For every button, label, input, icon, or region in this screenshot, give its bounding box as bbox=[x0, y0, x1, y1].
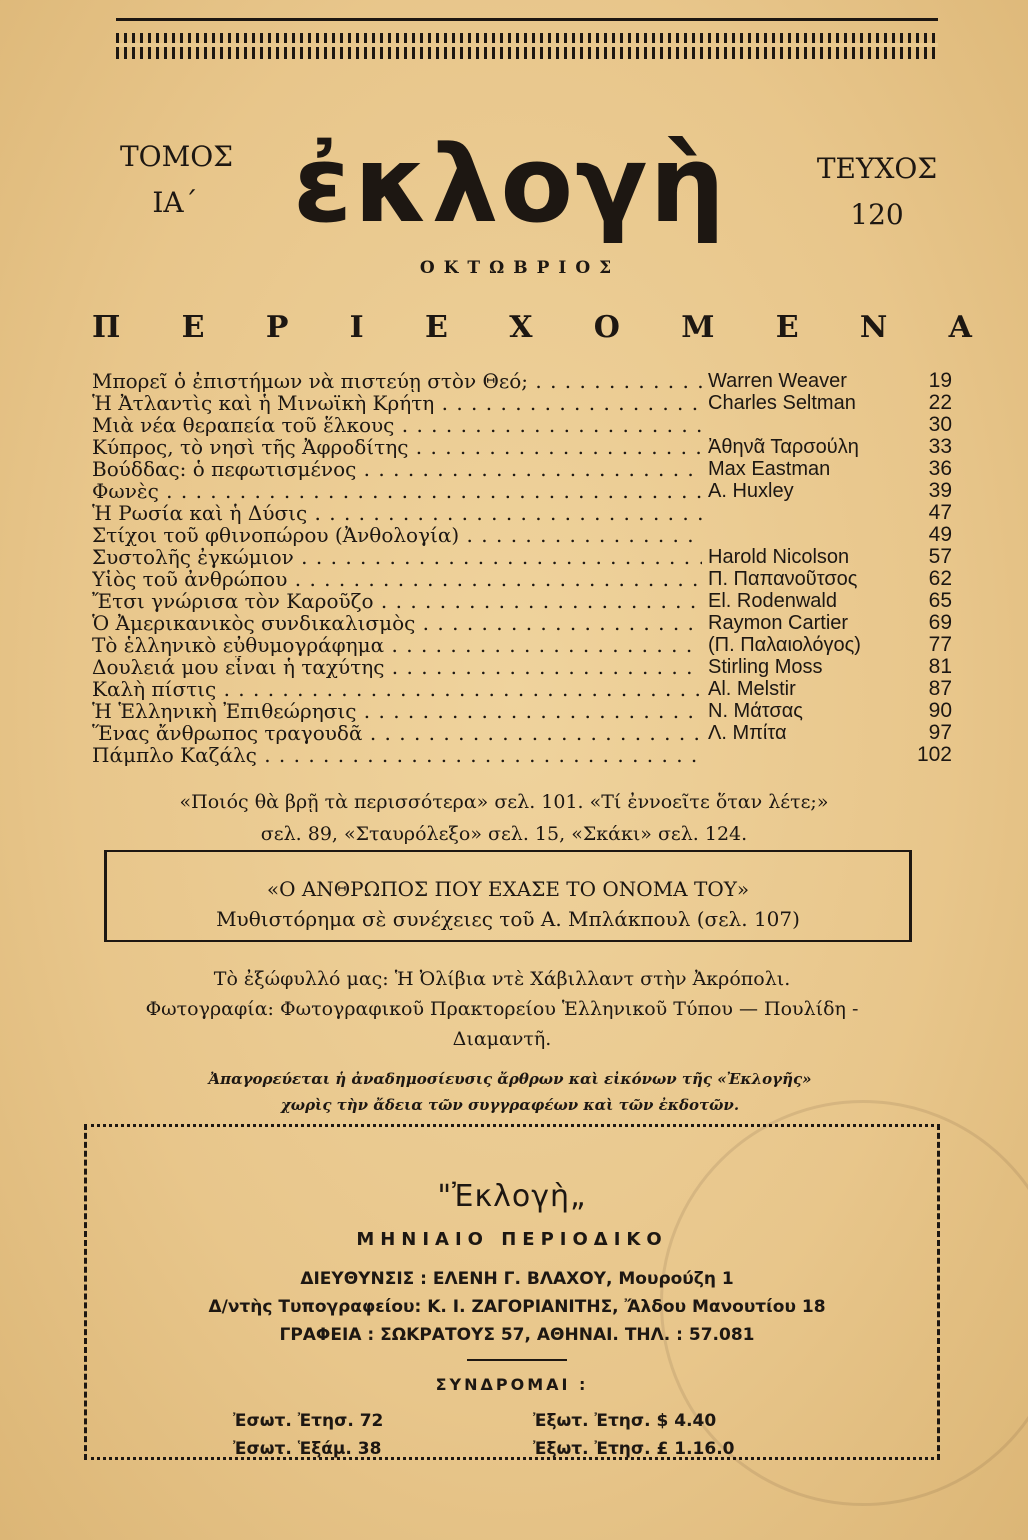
issue-block bbox=[812, 146, 942, 238]
toc-row bbox=[92, 744, 952, 766]
toc-title: Ἡ Ρωσία καὶ ἡ Δύσις . . . bbox=[92, 502, 702, 524]
contents-heading-letter: Ο bbox=[593, 310, 620, 345]
toc-author: Charles Seltman bbox=[708, 392, 856, 414]
subscription-domestic-halfyear: Ἐσωτ. Ἑξάμ. 38 bbox=[233, 1439, 382, 1459]
toc-page-number: 102 bbox=[916, 743, 952, 766]
imprint-subtitle: ΜΗΝΙΑΙΟ ΠΕΡΙΟΔΙΚΟ bbox=[356, 1229, 668, 1250]
serial-novel-box bbox=[104, 850, 912, 942]
toc-page-number: 97 bbox=[928, 721, 952, 744]
toc-title: Ἡ Ἑλληνικὴ Ἐπιθεώρησις . . . bbox=[92, 700, 702, 722]
imprint-divider bbox=[467, 1359, 567, 1361]
cover-caption-line: Φωτογραφία: Φωτογραφικοῦ Πρακτορείου Ἑλληνικοῦ Τύπου — Πουλίδη - bbox=[145, 998, 859, 1020]
toc-author: Λ. Μπίτα bbox=[708, 722, 787, 744]
extra-references-line: σελ. 89, «Σταυρόλεξο» σελ. 15, «Σκάκι» σελ. 124. bbox=[260, 823, 748, 845]
contents-heading-letter: Ι bbox=[349, 310, 364, 345]
decorative-top-border bbox=[116, 18, 938, 73]
toc-title: Πάμπλο Καζάλς . . . bbox=[92, 744, 702, 766]
contents-heading-letter: Ν bbox=[859, 310, 888, 345]
toc-row bbox=[92, 590, 952, 612]
toc-title: Ἡ Ἀτλαντὶς καὶ ἡ Μινωϊκὴ Κρήτη . . . bbox=[92, 392, 702, 414]
copyright-notice bbox=[150, 1066, 870, 1118]
toc-row bbox=[92, 546, 952, 568]
toc-title: Τὸ ἑλληνικὸ εὐθυμογράφημα . . . bbox=[92, 634, 702, 656]
toc-page-number: 65 bbox=[928, 589, 952, 612]
toc-row bbox=[92, 480, 952, 502]
toc-page-number: 62 bbox=[928, 567, 952, 590]
toc-title: Ἕνας ἄνθρωπος τραγουδᾶ . . . bbox=[92, 722, 702, 744]
toc-title: Φωνὲς . . . bbox=[92, 480, 702, 502]
subscriptions-title: ΣΥΝΔΡΟΜΑΙ : bbox=[435, 1375, 589, 1394]
toc-page-number: 33 bbox=[928, 435, 952, 458]
toc-row bbox=[92, 502, 952, 524]
toc-title: Μιὰ νέα θεραπεία τοῦ ἕλκους . . . bbox=[92, 414, 702, 436]
toc-title: Μπορεῖ ὁ ἐπιστήμων νὰ πιστεύῃ στὸν Θεό; . . . bbox=[92, 370, 702, 392]
table-of-contents bbox=[92, 370, 952, 766]
toc-author: El. Rodenwald bbox=[708, 590, 837, 612]
volume-label: ΤΟΜΟΣ bbox=[120, 140, 234, 173]
imprint-box bbox=[84, 1124, 940, 1460]
toc-title: Κύπρος, τὸ νησὶ τῆς Ἀφροδίτης . . . bbox=[92, 436, 702, 458]
toc-row bbox=[92, 722, 952, 744]
toc-author: Harold Nicolson bbox=[708, 546, 850, 568]
cover-caption-line: Διαμαντῆ. bbox=[452, 1028, 552, 1050]
contents-heading-letter: Χ bbox=[509, 310, 533, 345]
toc-page-number: 57 bbox=[928, 545, 952, 568]
toc-row bbox=[92, 370, 952, 392]
contents-heading-letter: Μ bbox=[681, 310, 715, 345]
toc-page-number: 22 bbox=[928, 391, 952, 414]
copyright-line: Ἀπαγορεύεται ἡ ἀναδημοσίευσις ἄρθρων καὶ εἰκόνων τῆς «Ἐκλογῆς» bbox=[208, 1070, 812, 1088]
toc-row bbox=[92, 656, 952, 678]
toc-page-number: 49 bbox=[928, 523, 952, 546]
toc-title: Βούδδας: ὁ πεφωτισμένος . . . bbox=[92, 458, 702, 480]
contents-heading-letter: Α bbox=[948, 310, 972, 345]
copyright-line: χωρὶς τὴν ἄδεια τῶν συγγραφέων καὶ τῶν ἐκδοτῶν. bbox=[280, 1096, 740, 1114]
toc-page-number: 90 bbox=[928, 699, 952, 722]
toc-page-number: 87 bbox=[928, 677, 952, 700]
contents-heading-letter: Ε bbox=[181, 310, 205, 345]
toc-row bbox=[92, 700, 952, 722]
contents-heading-letter: Ε bbox=[775, 310, 799, 345]
toc-author: Π. Παπανοῦτσος bbox=[708, 568, 858, 590]
toc-author: A. Huxley bbox=[708, 480, 794, 502]
toc-row bbox=[92, 612, 952, 634]
volume-value: ΙΑ΄ bbox=[152, 186, 198, 219]
imprint-title: "Ἐκλογὴ„ bbox=[437, 1179, 587, 1214]
toc-author: Warren Weaver bbox=[708, 370, 847, 392]
imprint-direction: ΔΙΕΥΘΥΝΣΙΣ : ΕΛΕΝΗ Γ. ΒΛΑΧΟΥ, Μουρούζη 1 bbox=[300, 1269, 734, 1289]
contents-heading-letter: Π bbox=[92, 310, 121, 345]
toc-author: Raymon Cartier bbox=[708, 612, 849, 634]
toc-row bbox=[92, 392, 952, 414]
toc-row bbox=[92, 568, 952, 590]
toc-title: Συστολῆς ἐγκώμιον . . . bbox=[92, 546, 702, 568]
masthead-title: ἐκλογὴ bbox=[293, 123, 727, 246]
toc-row bbox=[92, 458, 952, 480]
toc-author: Ἀθηνᾶ Ταρσούλη bbox=[708, 436, 859, 458]
toc-page-number: 30 bbox=[928, 413, 952, 436]
toc-title: Υἱὸς τοῦ ἀνθρώπου . . . bbox=[92, 568, 702, 590]
toc-page-number: 81 bbox=[928, 655, 952, 678]
toc-page-number: 36 bbox=[928, 457, 952, 480]
toc-row bbox=[92, 436, 952, 458]
extra-references-line: «Ποιός θὰ βρῇ τὰ περισσότερα» σελ. 101. «Τί ἐννοεῖτε ὅταν λέτε;» bbox=[179, 791, 829, 813]
toc-page-number: 77 bbox=[928, 633, 952, 656]
toc-author: Stirling Moss bbox=[708, 656, 823, 678]
cover-caption bbox=[84, 964, 920, 1054]
contents-heading-letter: Ε bbox=[425, 310, 448, 345]
volume-block bbox=[120, 134, 234, 226]
subscription-foreign-yearly-gbp: Ἐξωτ. Ἐτησ. £ 1.16.0 bbox=[533, 1439, 735, 1459]
toc-page-number: 47 bbox=[928, 501, 952, 524]
toc-author: Max Eastman bbox=[708, 458, 831, 480]
toc-author: Ν. Μάτσας bbox=[708, 700, 803, 722]
toc-page-number: 19 bbox=[928, 369, 952, 392]
contents-heading-letter: Ρ bbox=[265, 310, 289, 345]
toc-title: Στίχοι τοῦ φθινοπώρου (Ἀνθολογία) . . . bbox=[92, 524, 702, 546]
imprint-printer: Δ/ντὴς Τυπογραφείου: Κ. Ι. ΖΑΓΟΡΙΑΝΙΤΗΣ, Ἄλδου Μανουτίου 18 bbox=[208, 1297, 826, 1317]
extra-references bbox=[104, 786, 904, 850]
toc-page-number: 69 bbox=[928, 611, 952, 634]
toc-author: (Π. Παλαιολόγος) bbox=[708, 634, 861, 656]
border-pattern bbox=[116, 33, 938, 59]
toc-title: Ἔτσι γνώρισα τὸν Καροῦζο . . . bbox=[92, 590, 702, 612]
issue-value: 120 bbox=[850, 198, 904, 231]
contents-heading bbox=[92, 310, 972, 345]
serial-novel-subtitle: Μυθιστόρημα σὲ συνέχειες τοῦ Α. Μπλάκπουλ (σελ. 107) bbox=[216, 907, 800, 931]
toc-row bbox=[92, 678, 952, 700]
toc-page-number: 39 bbox=[928, 479, 952, 502]
imprint-offices: ΓΡΑΦΕΙΑ : ΣΩΚΡΑΤΟΥΣ 57, ΑΘΗΝΑΙ. ΤΗΛ. : 57.081 bbox=[279, 1325, 755, 1345]
toc-row bbox=[92, 524, 952, 546]
subscription-foreign-yearly-usd: Ἐξωτ. Ἐτησ. $ 4.40 bbox=[533, 1411, 717, 1431]
toc-row bbox=[92, 414, 952, 436]
subscription-domestic-yearly: Ἐσωτ. Ἐτησ. 72 bbox=[233, 1411, 384, 1431]
issue-month: ΟΚΤΩΒΡΙΟΣ bbox=[419, 258, 621, 278]
toc-title: Δουλειά μου εἶναι ἡ ταχύτης . . . bbox=[92, 656, 702, 678]
issue-label: ΤΕΥΧΟΣ bbox=[816, 152, 938, 185]
toc-author: Al. Melstir bbox=[708, 678, 796, 700]
toc-title: Καλὴ πίστις . . . bbox=[92, 678, 702, 700]
serial-novel-title: «Ο ΑΝΘΡΩΠΟΣ ΠΟΥ ΕΧΑΣΕ ΤΟ ΟΝΟΜΑ ΤΟΥ» bbox=[266, 877, 750, 901]
toc-title: Ὁ Ἀμερικανικὸς συνδικαλισμὸς . . . bbox=[92, 612, 702, 634]
toc-row bbox=[92, 634, 952, 656]
cover-caption-line: Τὸ ἐξώφυλλό μας: Ἡ Ὀλίβια ντὲ Χάβιλλαντ στὴν Ἀκρόπολι. bbox=[213, 968, 791, 990]
